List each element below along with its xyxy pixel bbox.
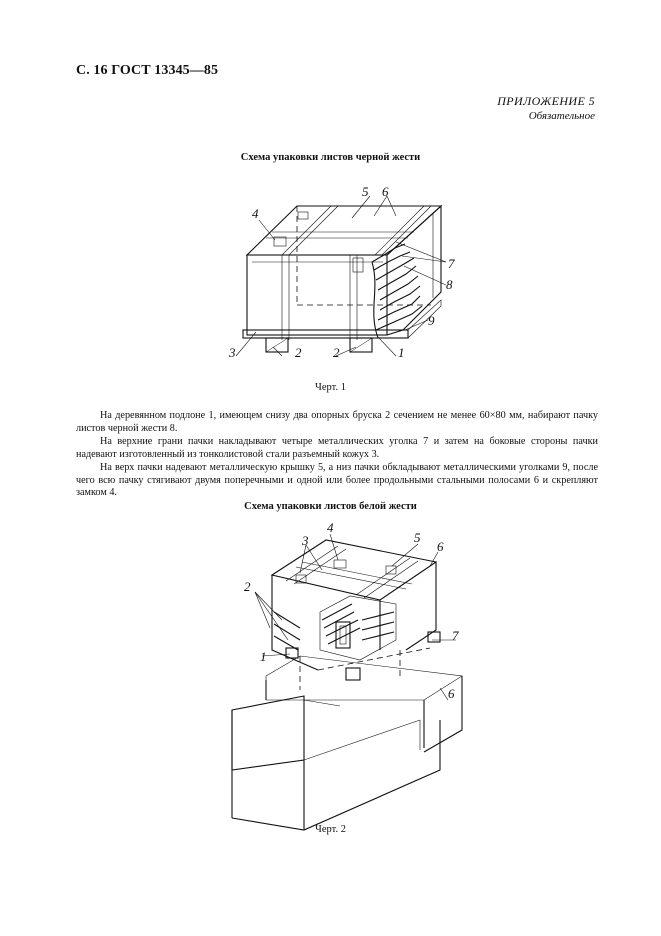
fig2-label-1: 1 [260,649,267,664]
fig2-label-7: 7 [452,628,459,643]
figure1-title: Схема упаковки листов черной жести [240,152,421,163]
fig1-label-1: 1 [398,345,405,360]
fig1-label-2b: 2 [333,345,340,360]
figure2-title: Схема упаковки листов белой жести [244,501,417,512]
paragraph: На верхние грани пачки накладывают четыре металлических уголка 7 и затем на боковые стороны пачки надевают изготовленный из тонколистовой стали разъемный кожух 3. [76,435,598,460]
appendix-title: ПРИЛОЖЕНИЕ 5 [497,94,595,108]
fig1-label-7: 7 [448,256,455,271]
fig2-label-5: 5 [414,530,421,545]
fig2-label-4: 4 [327,520,334,535]
fig1-label-8: 8 [446,277,453,292]
fig1-label-5: 5 [362,184,369,199]
page-header: С. 16 ГОСТ 13345—85 [76,63,219,78]
fig1-label-3: 3 [229,345,236,360]
appendix-subtitle: Обязательное [528,110,595,122]
fig1-label-6: 6 [382,184,389,199]
fig1-label-4: 4 [252,206,259,221]
figure2-caption: Черт. 2 [315,824,346,835]
fig2-label-6b: 6 [448,686,455,701]
figure1-caption: Черт. 1 [315,382,346,393]
paragraph: На верх пачки надевают металлическую крышку 5, а низ пачки обкладывают металлическими уголками 9, после чего всю пачку стягивают двумя поперечными и одной или более продольными стальными полосами 6 и скрепляют замком 4. [76,461,598,499]
paragraph: На деревянном подлоне 1, имеющем снизу два опорных бруска 2 сечением не менее 60×80 мм, набирают пачку листов черной жести 8. [76,410,598,434]
fig1-label-9: 9 [428,313,435,328]
fig2-label-6: 6 [437,539,444,554]
fig2-label-3: 3 [302,533,309,548]
fig1-label-2a: 2 [295,345,302,360]
fig2-label-2: 2 [244,579,251,594]
